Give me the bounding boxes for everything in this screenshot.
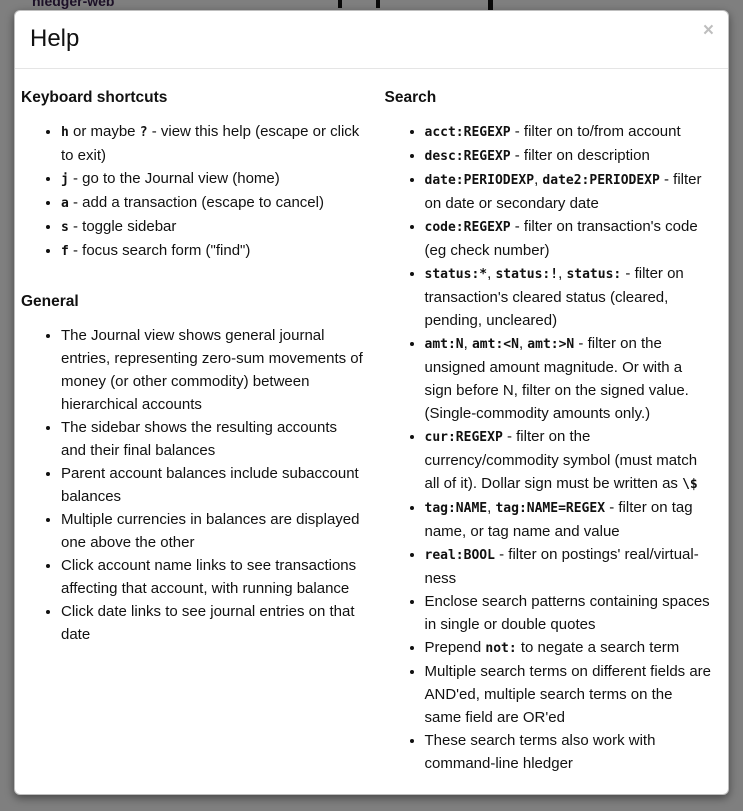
help-item: • Click date links to see journal entries on that date xyxy=(61,600,365,646)
help-item: • date:PERIODEXP, date2:PERIODEXP - filter on date or secondary date xyxy=(425,168,713,215)
help-item: • Prepend not: to negate a search term xyxy=(425,636,713,660)
help-item: • The Journal view shows general journal entries, representing zero-sum movements of money (or other commodity) between hierarchical accounts xyxy=(61,324,365,416)
help-item: • h or maybe ? - view this help (escape or click to exit) xyxy=(61,120,365,167)
help-item: • real:BOOL - filter on postings' real/virtual-ness xyxy=(425,543,713,590)
section-heading: General xyxy=(21,293,79,310)
help-item: • s - toggle sidebar xyxy=(61,215,365,239)
code-term: h xyxy=(61,125,69,140)
right-column xyxy=(371,89,721,775)
left-column xyxy=(21,89,371,775)
code-term: date:PERIODEXP xyxy=(424,173,535,188)
help-item: • code:REGEXP - filter on transaction's code (eg check number) xyxy=(425,215,713,262)
code-term: s xyxy=(61,220,69,235)
code-term: amt:N xyxy=(424,337,464,352)
help-item: • status:*, status:!, status: - filter on transaction's cleared status (cleared, pending, uncleared) xyxy=(425,262,713,332)
help-list xyxy=(385,120,713,775)
code-term: \$ xyxy=(682,477,698,492)
modal-body xyxy=(15,69,728,795)
help-item: • Enclose search patterns containing spaces in single or double quotes xyxy=(425,590,713,636)
help-item: • j - go to the Journal view (home) xyxy=(61,167,365,191)
help-item: • a - add a transaction (escape to cancel) xyxy=(61,191,365,215)
help-modal xyxy=(14,10,729,795)
code-term: tag:NAME xyxy=(424,501,488,516)
help-item: • f - focus search form ("find") xyxy=(61,239,365,263)
modal-header xyxy=(15,11,728,69)
close-icon[interactable]: × xyxy=(702,20,714,41)
code-term: amt:>N xyxy=(527,337,575,352)
section-heading: Keyboard shortcuts xyxy=(21,89,168,106)
help-item: • Multiple currencies in balances are displayed one above the other xyxy=(61,508,365,554)
code-term: status:* xyxy=(424,267,488,282)
code-term: acct:REGEXP xyxy=(424,125,511,140)
help-item: • The sidebar shows the resulting accounts and their final balances xyxy=(61,416,365,462)
code-term: tag:NAME=REGEX xyxy=(495,501,606,516)
code-term: date2:PERIODEXP xyxy=(542,173,660,188)
code-term: ? xyxy=(139,125,148,140)
code-term: status: xyxy=(566,267,622,282)
help-item: • desc:REGEXP - filter on description xyxy=(425,144,713,168)
code-term: not: xyxy=(485,641,517,656)
modal-title: Help xyxy=(30,25,80,52)
help-list xyxy=(21,324,365,646)
help-item: • Click account name links to see transactions affecting that account, with running balance xyxy=(61,554,365,600)
code-term: desc:REGEXP xyxy=(424,149,511,164)
code-term: j xyxy=(61,172,69,187)
help-item: • These search terms also work with command-line hledger xyxy=(425,729,713,775)
code-term: status:! xyxy=(495,267,559,282)
code-term: a xyxy=(61,196,69,211)
help-item: • acct:REGEXP - filter on to/from account xyxy=(425,120,713,144)
code-term: cur:REGEXP xyxy=(424,430,503,445)
code-term: amt:<N xyxy=(471,337,519,352)
help-item: • amt:N, amt:<N, amt:>N - filter on the unsigned amount magnitude. Or with a sign before N, filter on the signed value. (Single-commodity amounts only.) xyxy=(425,332,713,425)
help-list xyxy=(21,120,365,263)
help-item: • Parent account balances include subaccount balances xyxy=(61,462,365,508)
code-term: real:BOOL xyxy=(424,548,495,563)
help-item: • tag:NAME, tag:NAME=REGEX - filter on tag name, or tag name and value xyxy=(425,496,713,543)
help-item: • Multiple search terms on different fields are AND'ed, multiple search terms on the same field are OR'ed xyxy=(425,660,713,729)
code-term: code:REGEXP xyxy=(424,220,511,235)
code-term: f xyxy=(61,244,69,259)
section-heading: Search xyxy=(384,89,437,106)
help-item: • cur:REGEXP - filter on the currency/commodity symbol (must match all of it). Dollar sign must be written as \$ xyxy=(425,425,713,496)
